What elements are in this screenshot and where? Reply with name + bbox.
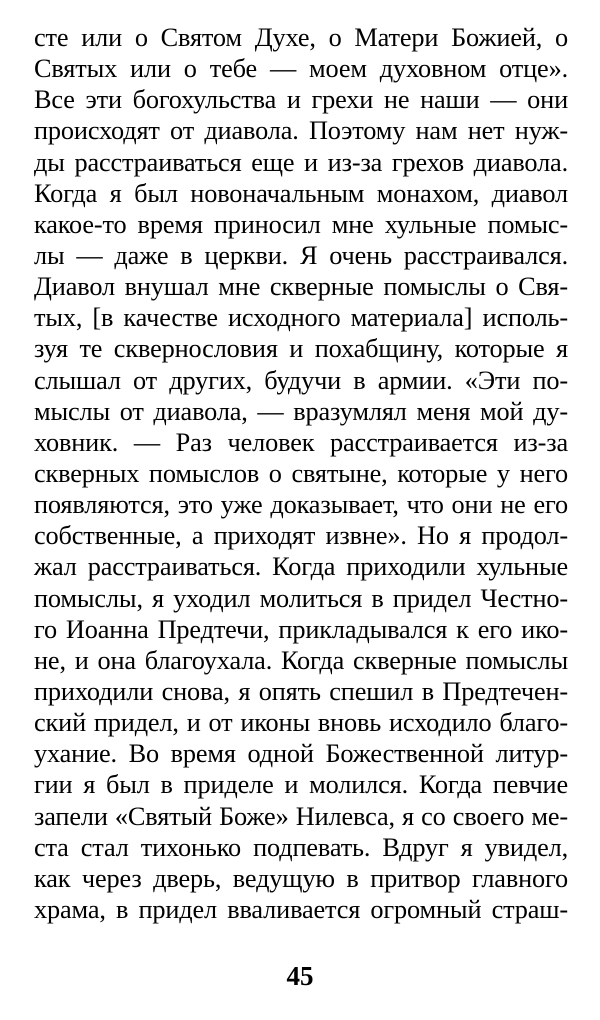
text-line: не, и она благоухала. Когда скверные помыслы (34, 645, 568, 675)
text-line: Все эти богохульства и грехи не наши — они (34, 85, 568, 115)
text-line: гии я был в приделе и молился. Когда певчие (34, 770, 568, 800)
text-line: ский придел, и от иконы вновь исходило благо- (34, 708, 568, 738)
text-line: ды расстраиваться еще и из-за грехов диавола. (34, 147, 568, 177)
text-line: Когда я был новоначальным монахом, диавол (34, 178, 568, 208)
text-line: какое-то время приносил мне хульные помыс- (34, 209, 568, 239)
text-line: появляются, это уже доказывает, что они не его (34, 490, 568, 520)
text-line: го Иоанна Предтечи, прикладывался к его ико- (34, 614, 568, 644)
text-line: мыслы от диавола, — вразумлял меня мой ду- (34, 396, 568, 426)
text-line: зуя те сквернословия и похабщину, которые я (34, 334, 568, 364)
text-line: запели «Святый Боже» Нилевса, я со своего ме- (34, 801, 568, 831)
text-line: храма, в придел вваливается огромный страш- (34, 894, 568, 924)
text-line: тых, [в качестве исходного материала] исполь- (34, 303, 568, 333)
text-line: ста стал тихонько подпевать. Вдруг я увидел, (34, 832, 568, 862)
text-line: происходят от диавола. Поэтому нам нет нуж- (34, 116, 568, 146)
text-line: собственные, а приходят извне». Но я продол- (34, 521, 568, 551)
text-line: Святых или о тебе — моем духовном отце». (34, 54, 568, 84)
text-line: лы — даже в церкви. Я очень расстраивался. (34, 240, 568, 270)
text-line: Диавол внушал мне скверные помыслы о Свя- (34, 272, 568, 302)
text-line: ховник. — Раз человек расстраивается из-за (34, 427, 568, 457)
text-line: ухание. Во время одной Божественной литур- (34, 739, 568, 769)
text-line: скверных помыслов о святыне, которые у него (34, 458, 568, 488)
page-number: 45 (286, 961, 314, 991)
text-line: приходили снова, я опять спешил в Предтечен- (34, 676, 568, 706)
body-text (34, 22, 568, 925)
text-line: слышал от других, будучи в армии. «Эти по- (34, 365, 568, 395)
text-line: как через дверь, ведущую в притвор главного (34, 863, 568, 893)
text-line: жал расстраиваться. Когда приходили хульные (34, 552, 568, 582)
text-line: помыслы, я уходил молиться в придел Честно- (34, 583, 568, 613)
text-line: сте или о Святом Духе, о Матери Божией, о (34, 23, 568, 52)
